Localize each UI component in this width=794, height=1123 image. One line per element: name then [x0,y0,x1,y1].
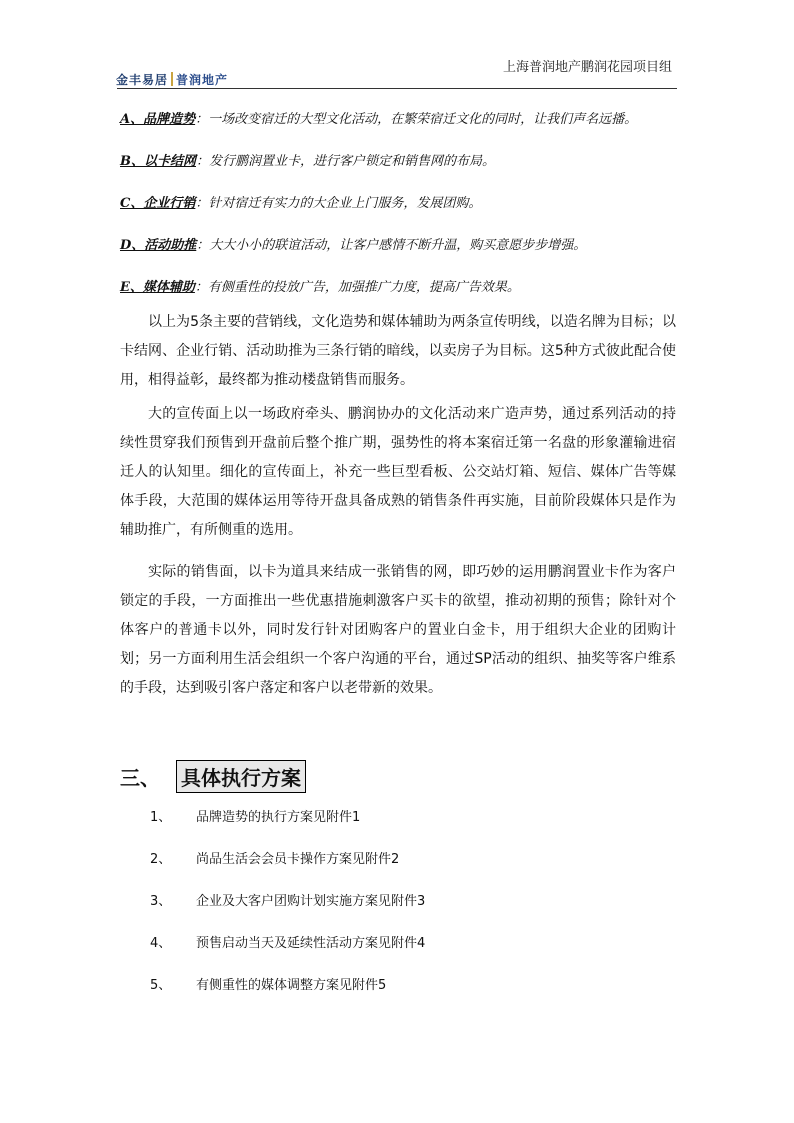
section-number: 三、 [120,766,160,790]
exec-item-2 [150,848,399,867]
exec-item-text: 有侧重性的媒体调整方案见附件5 [196,978,387,993]
strategy-key: B、以卡结网 [120,154,196,169]
strategy-key: D、活动助推 [120,238,197,253]
exec-item-text: 尚品生活会会员卡操作方案见附件2 [196,852,400,867]
company-logo [116,68,228,90]
strategy-line-a [120,108,637,127]
exec-item-1 [150,806,360,825]
strategy-text: ：有侧重性的投放广告，加强推广力度，提高广告效果。 [194,280,520,295]
strategy-key: A、品牌造势 [120,112,196,127]
strategy-text: ：发行鹏润置业卡，进行客户锁定和销售网的布局。 [196,154,496,169]
strategy-key: C、企业行销 [120,196,196,211]
header-title: 上海普润地产鹏润花园项目组 [502,60,672,75]
strategy-text: ：针对宿迁有实力的大企业上门服务，发展团购。 [195,196,482,211]
exec-item-5 [150,974,386,993]
logo-jinfeng-text: 金丰易居 [116,72,169,87]
exec-item-number: 2、 [150,852,172,867]
exec-item-number: 3、 [150,894,172,909]
exec-item-number: 5、 [150,978,172,993]
strategy-text: ：大大小小的联谊活动，让客户感情不断升温，购买意愿步步增强。 [196,238,587,253]
paragraph-sales: 实际的销售面，以卡为道具来结成一张销售的网，即巧妙的运用鹏润置业卡作为客户锁定的手段，一方面推出一些优惠措施刺激客户买卡的欲望，推动初期的预售；除针对个体客户的普通卡以外，同时发行针对团购客户的置业白金卡，用于组织大企业的团购计划；另一方面利用生活会组织一个客户沟通的平台，通过SP活动的组织、抽奖等客户维系的手段，达到吸引客户落定和客户以老带新的效果。 [120,564,676,696]
exec-item-number: 1、 [150,810,172,825]
paragraph-summary: 以上为5条主要的营销线，文化造势和媒体辅助为两条宣传明线，以造名牌为目标；以卡结网、企业行销、活动助推为三条行销的暗线，以卖房子为目标。这5种方式彼此配合使用，相得益彰，最终都为推动楼盘销售而服务。 [120,314,676,388]
exec-item-text: 预售启动当天及延续性活动方案见附件4 [196,936,426,951]
strategy-text: ：一场改变宿迁的大型文化活动，在繁荣宿迁文化的同时，让我们声名远播。 [195,112,638,127]
strategy-key: E、媒体辅助 [120,280,195,295]
exec-item-text: 企业及大客户团购计划实施方案见附件3 [196,894,426,909]
exec-item-number: 4、 [150,936,172,951]
exec-item-3 [150,890,425,909]
strategy-line-e [120,276,520,295]
header-divider [117,88,677,89]
logo-separator [171,72,173,86]
strategy-line-d [120,234,586,253]
section-title: 具体执行方案 [176,760,306,793]
logo-purun-text: 普润地产 [176,72,229,87]
strategy-line-c [120,192,481,211]
paragraph-publicity: 大的宣传面上以一场政府牵头、鹏润协办的文化活动来广造声势，通过系列活动的持续性贯穿我们预售到开盘前后整个推广期，强势性的将本案宿迁第一名盘的形象灌输进宿迁人的认知里。细化的宣传面上，补充一些巨型看板、公交站灯箱、短信、媒体广告等媒体手段，大范围的媒体运用等待开盘具备成熟的销售条件再实施，目前阶段媒体只是作为辅助推广，有所侧重的选用。 [120,406,676,538]
strategy-line-b [120,150,495,169]
exec-item-text: 品牌造势的执行方案见附件1 [196,810,361,825]
section-heading [120,760,306,793]
exec-item-4 [150,932,425,951]
